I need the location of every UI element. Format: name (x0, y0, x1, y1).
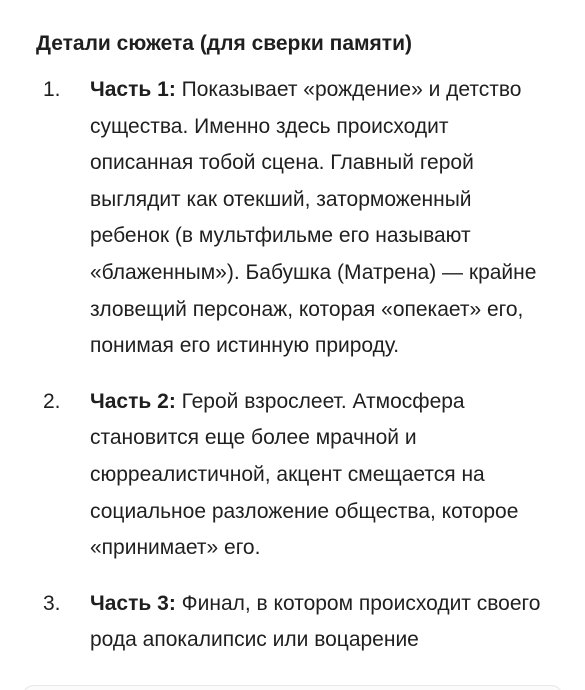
plot-part-1-title: Часть 1: (90, 78, 176, 101)
plot-part-1-text: Показывает «рождение» и детство существа. Именно здесь происходит описанная тобой сцена. Главный герой выглядит как отекший, заторможенный ребенок (в мультфильме его называют «блаженным»). Бабушка (Матрена) — крайне зловещий персонаж, которая «опекает» его, понимая его истинную природу. (90, 78, 537, 358)
plot-part-2-number: 2. (43, 389, 61, 413)
section-heading: Детали сюжета (для сверки памяти) (36, 32, 412, 55)
bottom-panel-edge (22, 685, 563, 690)
plot-part-3-number: 3. (43, 591, 61, 615)
plot-part-3-title: Часть 3: (90, 591, 176, 615)
plot-part-3-item (0, 586, 585, 659)
plot-part-1-number: 1. (43, 78, 61, 101)
plot-part-1-item (0, 72, 585, 365)
plot-part-2-title: Часть 2: (90, 389, 176, 413)
plot-part-2-item (0, 384, 585, 567)
plot-part-2-text: Герой взрослеет. Атмосфера становится еще более мрачной и сюрреалистичной, акцент смещается на социальное разложение общества, которое «принимает» его. (90, 389, 519, 560)
plot-parts-list (0, 72, 585, 659)
plot-part-3-text: Финал, в котором происходит своего рода апокалипсис или воцарение (90, 591, 541, 652)
